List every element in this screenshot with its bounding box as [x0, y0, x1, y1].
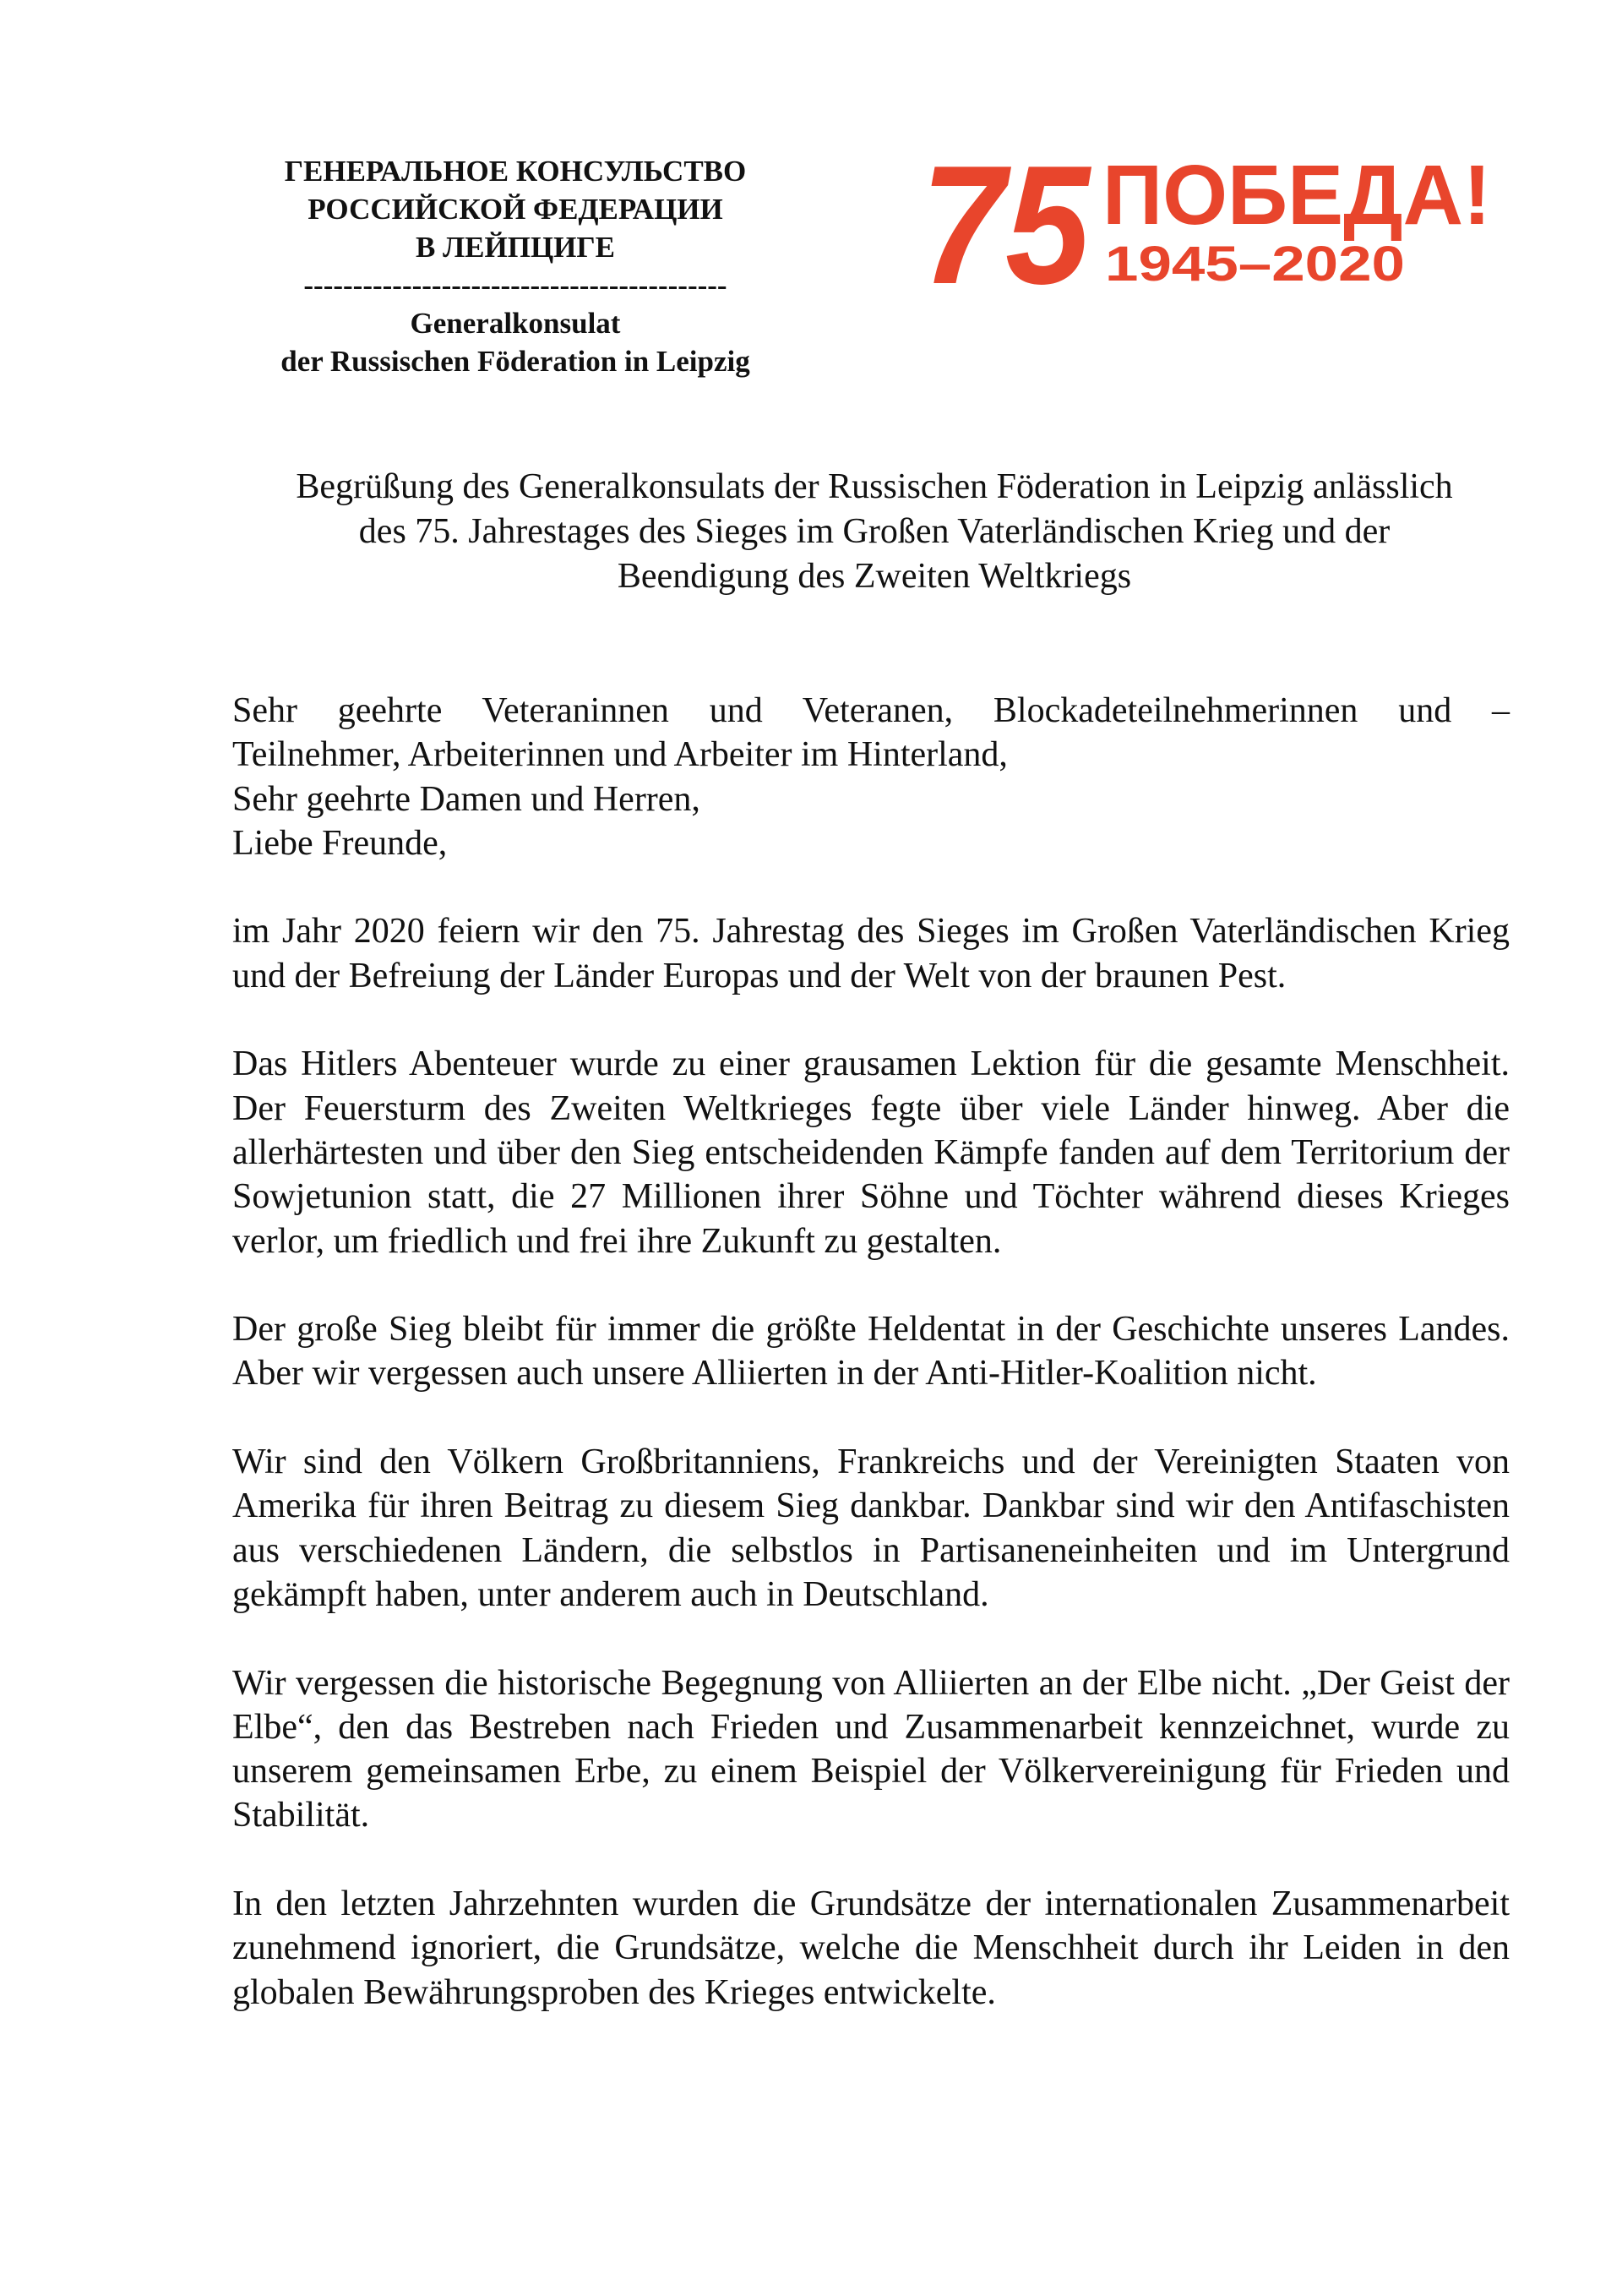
letterhead-ru-line-3: В ЛЕЙПЦИГЕ: [415, 231, 616, 264]
salutation: [232, 689, 1510, 865]
paragraph: im Jahr 2020 feiern wir den 75. Jahrestag des Sieges im Großen Vaterländischen Krieg und der Befreiung der Länder Europas und der Welt von der braunen Pest.: [232, 912, 1510, 995]
letterhead-divider: -------------------------------------------: [303, 269, 727, 302]
paragraph: Das Hitlers Abenteuer wurde zu einer grausamen Lektion für die gesamte Menschheit. Der Feuersturm des Zweiten Weltkrieges fegte über viele Länder hinweg. Aber die allerhärtesten und über den Sieg entscheidenden Kämpfe fanden auf dem Territorium der Sowjetunion statt, die 27 Millionen ihrer Söhne und Töchter während dieses Krieges verlor, um friedlich und frei ihre Zukunft zu gestalten.: [232, 1044, 1510, 1261]
logo-word: ПОБЕДА!: [1102, 148, 1491, 243]
consulate-letterhead: [194, 152, 836, 380]
salutation-line-1: Sehr geehrte Veteraninnen und Veteranen, Blockadeteilnehmerinnen und –: [232, 691, 1510, 730]
salutation-line-4: Liebe Freunde,: [232, 823, 448, 863]
logo-years: 1945–2020: [1105, 237, 1405, 292]
paragraph: Der große Sieg bleibt für immer die größte Heldentat in der Geschichte unseres Landes. Aber wir vergessen auch unsere Alliierten in der Anti-Hitler-Koalition nicht.: [232, 1310, 1510, 1393]
letterhead-de-line-1: Generalkonsulat: [410, 307, 621, 340]
title-line-3: Beendigung des Zweiten Weltkriegs: [617, 557, 1132, 596]
letterhead-ru-line-2: РОССИЙСКОЙ ФЕДЕРАЦИИ: [308, 193, 723, 226]
letterhead-ru-line-1: ГЕНЕРАЛЬНОЕ КОНСУЛЬСТВО: [284, 155, 747, 188]
salutation-line-3: Sehr geehrte Damen und Herren,: [232, 779, 700, 819]
title-line-2: des 75. Jahrestages des Sieges im Großen Vaterländischen Krieg und der: [358, 512, 1391, 551]
salutation-line-2: Teilnehmer, Arbeiterinnen und Arbeiter im Hinterland,: [232, 735, 1008, 775]
letter-body: [232, 689, 1510, 2059]
letterhead-de-line-2: der Russischen Föderation in Leipzig: [280, 345, 750, 378]
logo-number: 75: [921, 144, 1092, 296]
paragraph: Wir vergessen die historische Begegnung von Alliierten an der Elbe nicht. „Der Geist der Elbe“, den das Bestreben nach Frieden und Zusammenarbeit kennzeichnet, wurde zu unserem gemeinsamen Erbe, zu einem Beispiel der Völkervereinigung für Frieden und Stabilität.: [232, 1663, 1510, 1835]
victory-75-logo: [921, 144, 1495, 296]
paragraph: Wir sind den Völkern Großbritanniens, Frankreichs und der Vereinigten Staaten von Amerika für ihren Beitrag zu diesem Sieg dankbar. Dankbar sind wir den Antifaschisten aus verschiedenen Ländern, die selbstlos in Partisaneneinheiten und im Untergrund gekämpft haben, unter anderem auch in Deutschland.: [232, 1442, 1510, 1614]
paragraph: In den letzten Jahrzehnten wurden die Grundsätze der internationalen Zusammenarbeit zunehmend ignoriert, die Grundsätze, welche die Menschheit durch ihr Leiden in den globalen Bewährungsproben des Krieges entwickelte.: [232, 1884, 1510, 2012]
title-line-1: Begrüßung des Generalkonsulats der Russischen Föderation in Leipzig anlässlich: [296, 467, 1453, 506]
document-title: [232, 465, 1516, 599]
